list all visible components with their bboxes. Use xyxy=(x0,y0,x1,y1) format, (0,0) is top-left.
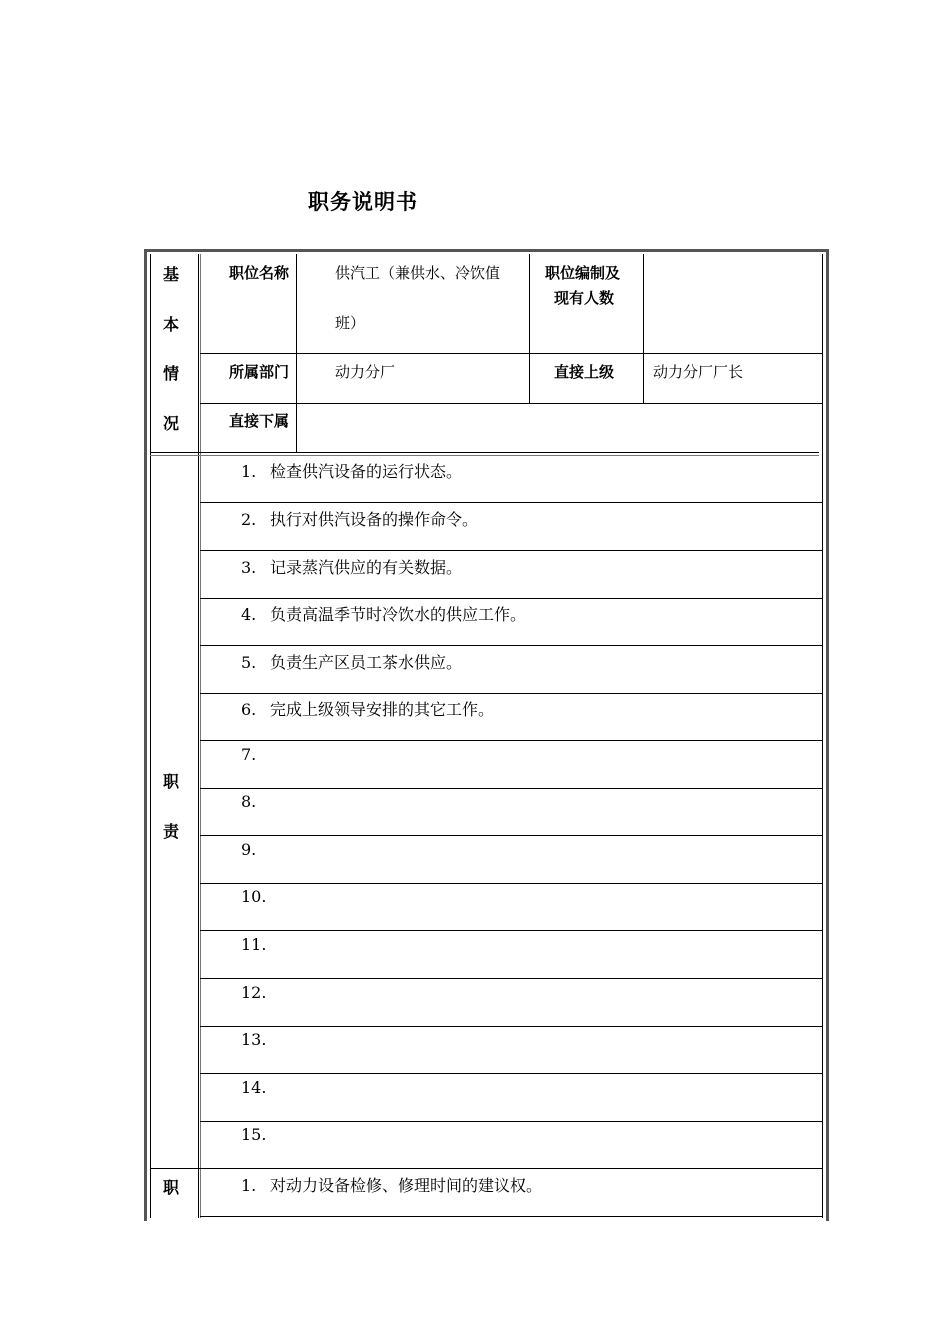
table-left-inner-border xyxy=(150,254,151,1218)
duties-section-char: 职 xyxy=(163,772,180,791)
headcount-label-line2: 现有人数 xyxy=(554,289,615,307)
duty-item-number: 12. xyxy=(241,983,267,1002)
duty-row-line xyxy=(200,502,823,503)
page-title: 职务说明书 xyxy=(308,190,418,214)
table-left-border xyxy=(144,249,147,1221)
duty-item xyxy=(241,887,270,906)
table-top-border xyxy=(144,249,829,252)
authority-row-line xyxy=(200,1216,823,1217)
duty-item xyxy=(241,840,270,859)
duty-item-text: 检查供汽设备的运行状态。 xyxy=(270,462,463,481)
authority-section-char: 职 xyxy=(163,1178,180,1197)
duty-row-line xyxy=(200,693,823,694)
authority-item-number: 1. xyxy=(241,1176,257,1195)
duty-item-number: 8. xyxy=(241,792,257,811)
department-label: 所属部门 xyxy=(229,363,290,381)
authority-item-text: 对动力设备检修、修理时间的建议权。 xyxy=(270,1176,543,1195)
duty-item-number: 15. xyxy=(241,1125,267,1144)
table-right-border xyxy=(826,249,829,1221)
subordinate-label: 直接下属 xyxy=(229,412,290,430)
duty-row-line xyxy=(200,978,823,979)
duty-item-number: 4. xyxy=(241,605,257,624)
section-separator-1-double xyxy=(150,455,819,456)
duty-item-number: 10. xyxy=(241,887,267,906)
duty-item-text: 记录蒸汽供应的有关数据。 xyxy=(270,558,463,577)
basic-row-line-1 xyxy=(200,353,823,354)
duty-item-number: 9. xyxy=(241,840,257,859)
duty-item-number: 7. xyxy=(241,745,257,764)
basic-col-line-3 xyxy=(643,254,644,404)
supervisor-label: 直接上级 xyxy=(554,363,615,381)
duty-item-text: 负责生产区员工茶水供应。 xyxy=(270,653,463,672)
basic-section-char: 情 xyxy=(163,364,180,383)
duty-row-line xyxy=(200,598,823,599)
duty-item xyxy=(241,697,494,720)
section-separator-2 xyxy=(150,1168,823,1169)
duty-item xyxy=(241,745,270,764)
duty-row-line xyxy=(200,740,823,741)
duty-row-line xyxy=(200,1121,823,1122)
duty-item xyxy=(241,1078,270,1097)
basic-col-line-2 xyxy=(529,254,530,404)
headcount-label-line1: 职位编制及 xyxy=(545,264,621,282)
basic-section-char: 本 xyxy=(163,315,180,334)
duty-item xyxy=(241,1125,270,1144)
authority-item xyxy=(241,1173,542,1196)
duty-item xyxy=(241,983,270,1002)
duty-row-line xyxy=(200,835,823,836)
duty-row-line xyxy=(200,550,823,551)
duty-item-number: 3. xyxy=(241,558,257,577)
duty-row-line xyxy=(200,1073,823,1074)
duty-row-line xyxy=(200,788,823,789)
supervisor-value: 动力分厂厂长 xyxy=(653,363,744,381)
duty-item-number: 14. xyxy=(241,1078,267,1097)
basic-section-char: 基 xyxy=(163,265,180,284)
basic-row-line-2 xyxy=(200,403,823,404)
duty-item-number: 1. xyxy=(241,462,257,481)
duty-row-line xyxy=(200,645,823,646)
duty-item xyxy=(241,650,462,673)
position-name-label: 职位名称 xyxy=(229,264,290,282)
position-name-value-line2: 班） xyxy=(335,314,366,332)
duty-row-line xyxy=(200,930,823,931)
duty-row-line xyxy=(200,1026,823,1027)
duty-item xyxy=(241,1030,270,1049)
duty-item-number: 2. xyxy=(241,510,257,529)
duty-row-line xyxy=(200,883,823,884)
duty-item xyxy=(241,459,462,482)
duty-item-number: 11. xyxy=(241,935,267,954)
duty-item xyxy=(241,935,270,954)
department-value: 动力分厂 xyxy=(335,363,396,381)
duty-item-text: 完成上级领导安排的其它工作。 xyxy=(270,700,495,719)
duty-item-number: 6. xyxy=(241,700,257,719)
duty-item xyxy=(241,792,270,811)
duty-item-number: 5. xyxy=(241,653,257,672)
section-separator-1 xyxy=(150,452,819,453)
duty-item xyxy=(241,507,478,530)
duty-item xyxy=(241,602,526,625)
duties-section-char: 责 xyxy=(163,822,180,841)
duty-item-number: 13. xyxy=(241,1030,267,1049)
duty-item-text: 负责高温季节时冷饮水的供应工作。 xyxy=(270,605,527,624)
basic-section-char: 况 xyxy=(163,414,180,433)
position-name-value-line1: 供汽工（兼供水、冷饮值 xyxy=(335,264,501,282)
label-column-divider xyxy=(198,254,199,1218)
duty-item xyxy=(241,555,462,578)
duty-item-text: 执行对供汽设备的操作命令。 xyxy=(270,510,479,529)
